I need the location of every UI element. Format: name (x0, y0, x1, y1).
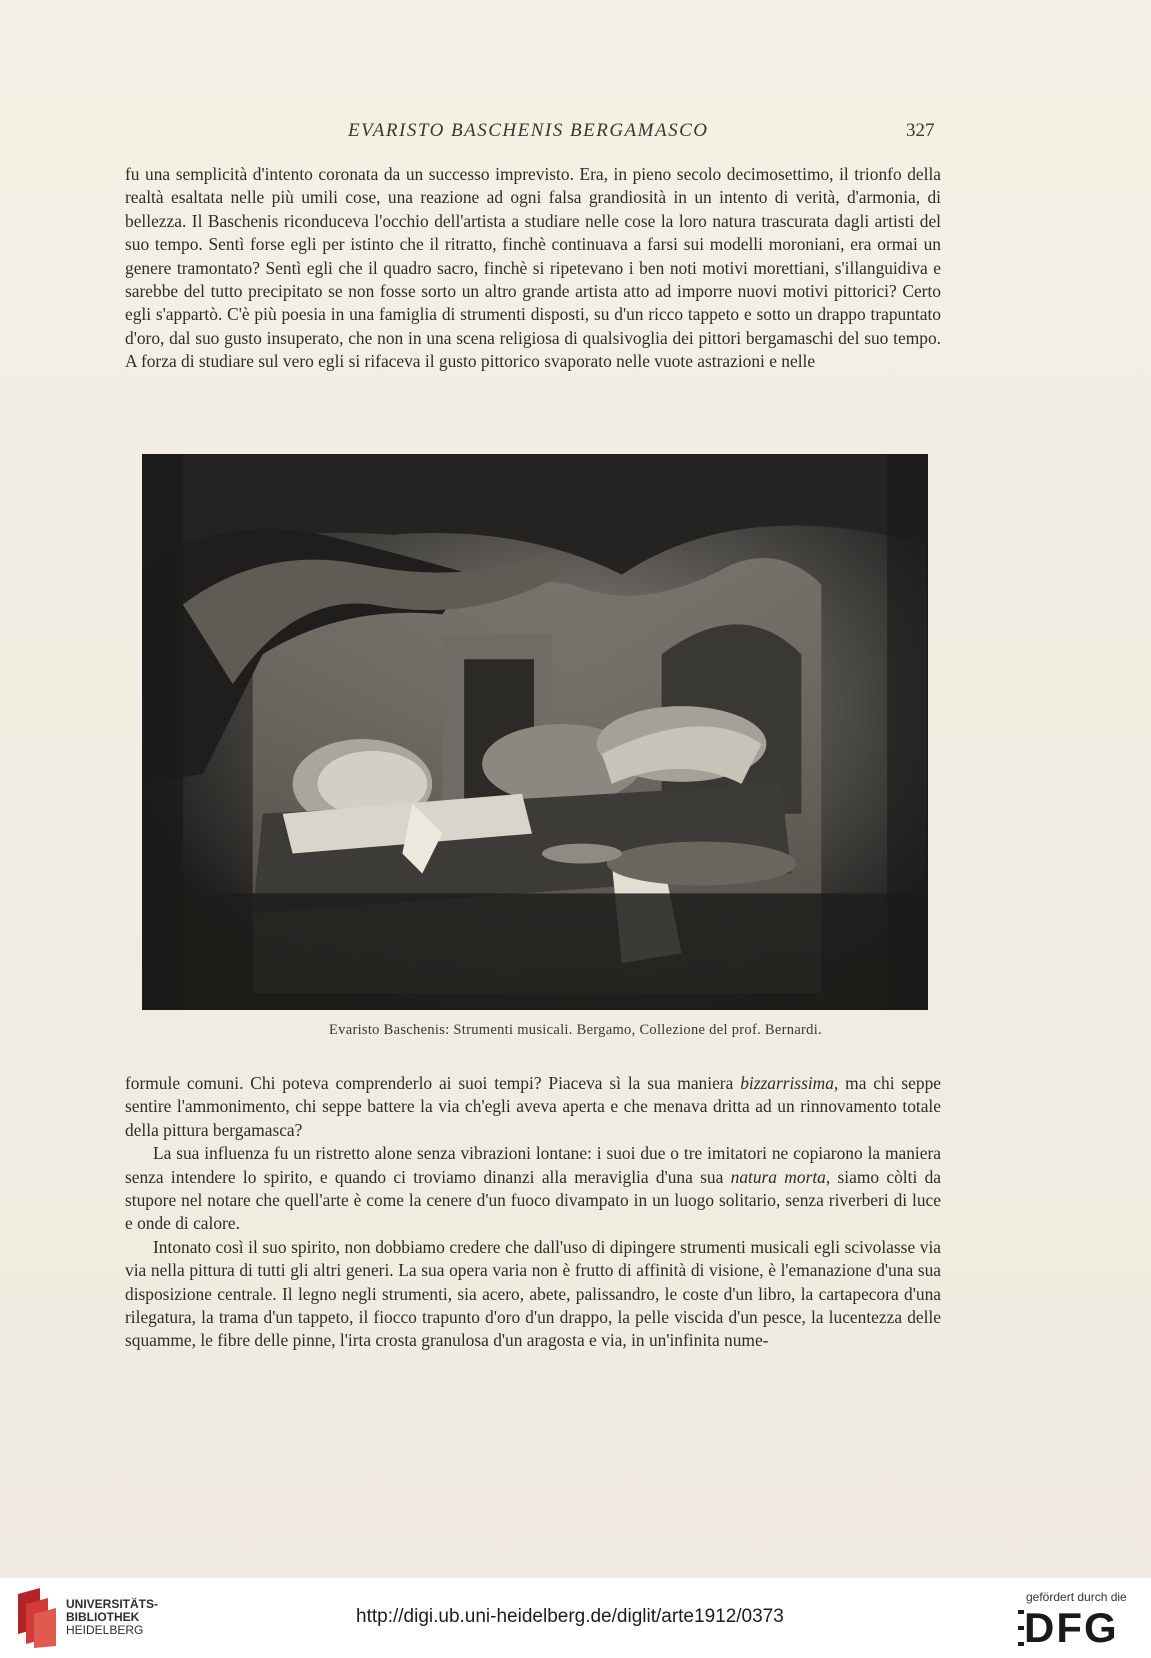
text-run: siamo còlti da stupore nel notare che quell'arte è come la cenere d'un fuoco divampato in un luogo solitario, senza riverberi di luce e onde di calore. (125, 1166, 941, 1234)
paragraph: fu una semplicità d'intento coronata da un successo imprevisto. Era, in pieno secolo decimosettimo, il trionfo della realtà esaltata nelle più umili cose, una reazione ad ogni falsa grandiosità in un intento di verità, d'armonia, di bellezza. Il Baschenis riconduceva l'occhio dell'artista a studiare nelle cose la loro natura trascurata dagli artisti del suo tempo. Sentì forse egli per istinto che il ritratto, finchè continuava a farsi sui modelli moroniani, era ormai un genere tramontato? Sentì egli che il quadro sacro, finchè si ripetevano i ben noti motivi morettiani, s'illanguidiva e sarebbe del tutto precipitato se non fosse sorto un altro grande artista atto ad imporre nuovi motivi pittorici? Certo egli s'appartò. C'è più poesia in una famiglia di strumenti disposti, su d'un ricco tappeto e sotto un drappo trapuntato d'oro, dal suo gusto insuperato, che non in una scena religiosa di qualsivoglia dei pittori bergamaschi del suo tempo. A forza di studiare sul vero egli si rifaceva il gusto pittorico svaporato nelle vuote astrazioni e nelle (125, 164, 941, 372)
text-run: ma chi seppe sentire l'ammonimento, chi seppe battere la via ch'egli aveva aperta e che menava dritta ad un rinnovamento totale della pittura bergamasca? (125, 1073, 941, 1140)
running-title: EVARISTO BASCHENIS BERGAMASCO (348, 120, 709, 141)
page-number: 327 (906, 120, 935, 141)
paragraph: Intonato così il suo spirito, non dobbiamo credere che dall'uso di dipingere strumenti musicali egli scivolasse via via nella pittura di tutti gli altri generi. La sua opera varia non è frutto di affinità di visione, è l'emanazione d'una sua disposizione centrale. Il legno negli strumenti, sia acero, abete, palissandro, le coste d'un libro, la cartapecora d'una rilegatura, la trama d'un tappeto, il fiocco trapunto d'oro d'un drappo, la pelle viscida d'un pesce, la lucentezza delle squamme, le fibre delle pinne, l'irta crosta granulosa d'un aragosta e via, in un'infinita nume- (125, 1236, 941, 1351)
paragraph (125, 1072, 941, 1142)
running-header (0, 120, 1151, 146)
italic-term: natura morta, (730, 1166, 831, 1187)
funded-by-label: gefördert durch die (1026, 1590, 1127, 1604)
text-run: La sua influenza fu un ristretto alone senza vibrazioni lontane: i suoi due o tre imitatori ne copiarono la maniera senza intendere lo spirito, e quando ci troviamo dinanzi alla meraviglia d'una sua (125, 1143, 941, 1187)
text-run: formule comuni. Chi poteva comprenderlo ai suoi tempi? Piaceva sì la sua maniera (125, 1073, 741, 1093)
university-library-logo-icon (14, 1588, 62, 1648)
dfg-logo: DFG (1024, 1604, 1119, 1651)
library-name-line: BIBLIOTHEK (66, 1610, 140, 1624)
still-life-painting-illustration (143, 455, 927, 1009)
body-text-bottom (125, 1072, 941, 1353)
library-name-line: UNIVERSITÄTS- (66, 1597, 159, 1611)
body-text-top (125, 163, 941, 374)
digitization-footer (0, 1578, 1151, 1658)
figure-caption: Evaristo Baschenis: Strumenti musicali. Bergamo, Collezione del prof. Bernardi. (329, 1022, 822, 1038)
library-name-line: HEIDELBERG (66, 1623, 144, 1637)
painting-figure (142, 454, 928, 1010)
italic-term: bizzarrissima, (740, 1073, 839, 1093)
paragraph (125, 1142, 941, 1236)
permalink-url[interactable]: http://digi.ub.uni-heidelberg.de/diglit/arte1912/0373 (356, 1606, 784, 1627)
library-name (66, 1598, 158, 1637)
